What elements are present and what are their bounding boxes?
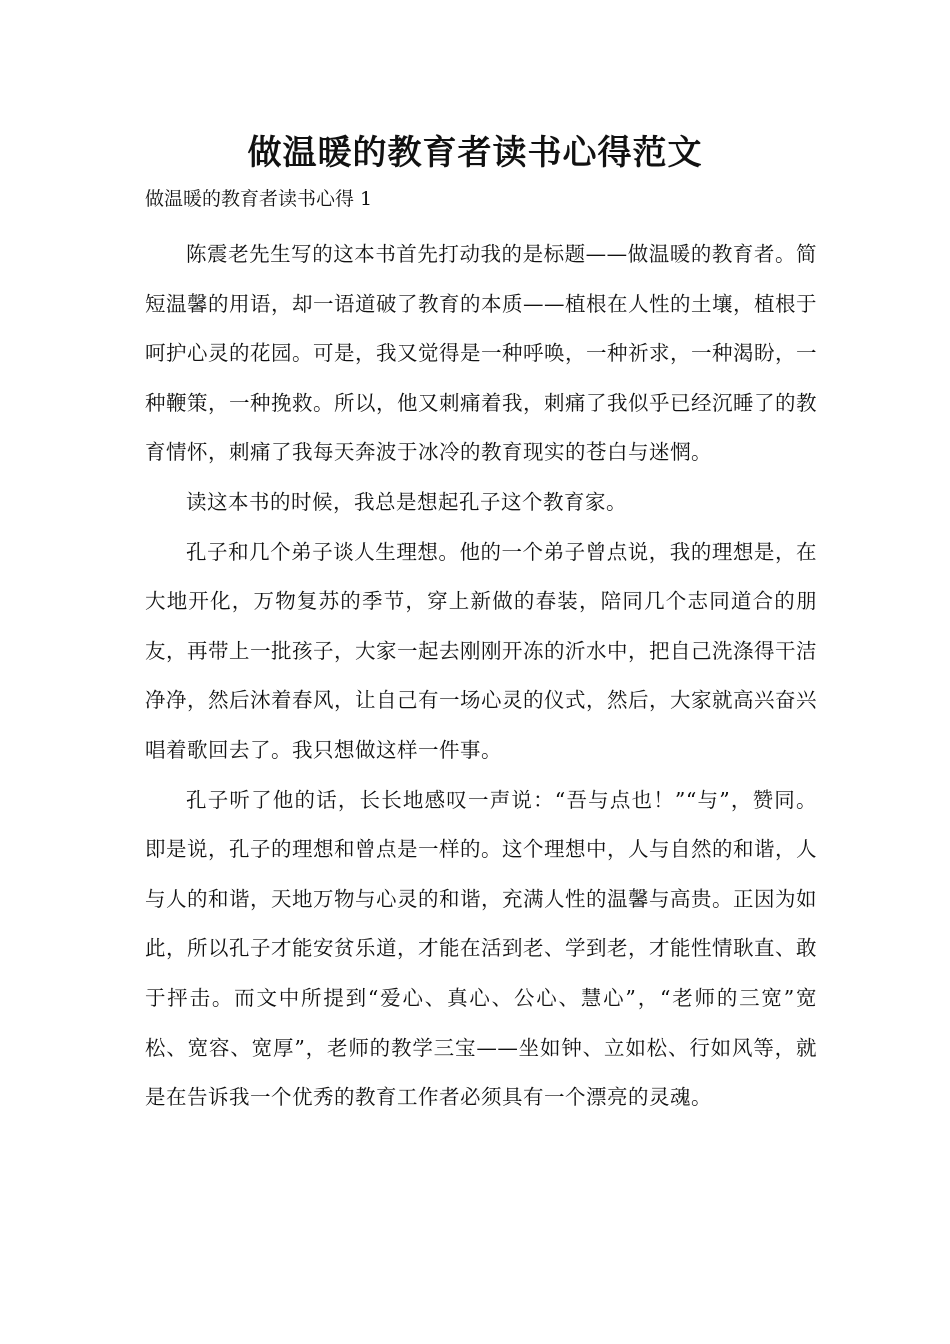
- document-title: 做温暖的教育者读书心得范文: [247, 133, 703, 173]
- paragraph: 孔子和几个弟子谈人生理想。他的一个弟子曾点说，我的理想是，在大地开化，万物复苏的季节，穿上新做的春装，陪同几个志同道合的朋友，再带上一批孩子，大家一起去刚刚开冻的沂水中，把自己洗涤得干洁净净，然后沐着春风，让自己有一场心灵的仪式，然后，大家就高兴奋兴唱着歌回去了。我只想做这样一件事。: [145, 539, 817, 762]
- document-body: [145, 230, 817, 1123]
- paragraph: 陈震老先生写的这本书首先打动我的是标题——做温暖的教育者。简短温馨的用语，却一语道破了教育的本质——植根在人性的土壤，植根于呵护心灵的花园。可是，我又觉得是一种呼唤，一种祈求，一种渴盼，一种鞭策，一种挽救。所以，他又刺痛着我，刺痛了我似乎已经沉睡了的教育情怀，刺痛了我每天奔波于冰冷的教育现实的苍白与迷惘。: [145, 242, 817, 465]
- document-subtitle: 做温暖的教育者读书心得 1: [145, 188, 373, 210]
- paragraph: 读这本书的时候，我总是想起孔子这个教育家。: [186, 489, 627, 514]
- paragraph: 孔子听了他的话，长长地感叹一声说：“吾与点也！”“与”，赞同。即是说，孔子的理想和曾点是一样的。这个理想中，人与自然的和谐，人与人的和谐，天地万物与心灵的和谐，充满人性的温馨与高贵。正因为如此，所以孔子才能安贫乐道，才能在活到老、学到老，才能性情耿直、敢于抨击。而文中所提到“爱心、真心、公心、慧心”，“老师的三宽”宽松、宽容、宽厚”，老师的教学三宝——坐如钟、立如松、行如风等，就是在告诉我一个优秀的教育工作者必须具有一个漂亮的灵魂。: [145, 787, 817, 1110]
